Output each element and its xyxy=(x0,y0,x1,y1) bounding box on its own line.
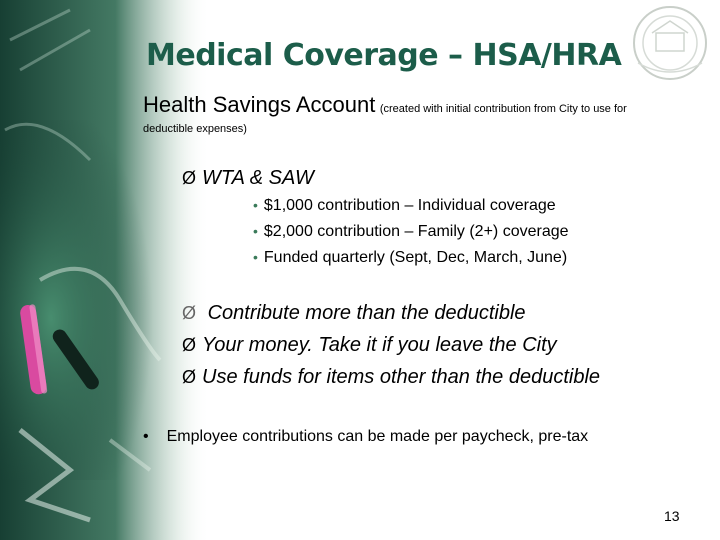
list-item: Ø Contribute more than the deductible xyxy=(182,302,526,324)
list-item: • $1,000 contribution – Individual coverage xyxy=(253,197,556,214)
list-item: Ø Use funds for items other than the deductible xyxy=(182,366,601,388)
arrow-bullet-icon: Ø xyxy=(182,168,197,188)
chalkboard-image xyxy=(0,0,210,540)
list-item: Ø Your money. Take it if you leave the City xyxy=(182,334,557,356)
city-seal-image xyxy=(622,3,718,83)
bullet-icon: • xyxy=(143,428,149,445)
subtitle-main: Health Savings Account xyxy=(143,92,376,117)
main-bullet: • Employee contributions can be made per paycheck, pre-tax xyxy=(143,428,589,445)
arrow-bullet-icon: Ø xyxy=(182,335,197,355)
slide-title: Medical Coverage – HSA/HRA xyxy=(146,38,622,73)
bullet-icon: • xyxy=(253,223,258,239)
group-heading: Ø WTA & SAW xyxy=(182,167,314,189)
subtitle xyxy=(143,94,703,135)
subtitle-note: (created with initial contribution from City to use for xyxy=(379,103,627,115)
arrow-bullet-icon: Ø xyxy=(182,367,197,387)
page-number: 13 xyxy=(664,508,680,524)
bullet-icon: • xyxy=(253,249,258,265)
list-item: • Funded quarterly (Sept, Dec, March, June) xyxy=(253,249,568,266)
subtitle-note-continued: deductible expenses) xyxy=(143,123,247,135)
bullet-icon: • xyxy=(253,197,258,213)
arrow-bullet-icon: Ø xyxy=(182,303,197,323)
list-item: • $2,000 contribution – Family (2+) coverage xyxy=(253,223,569,240)
